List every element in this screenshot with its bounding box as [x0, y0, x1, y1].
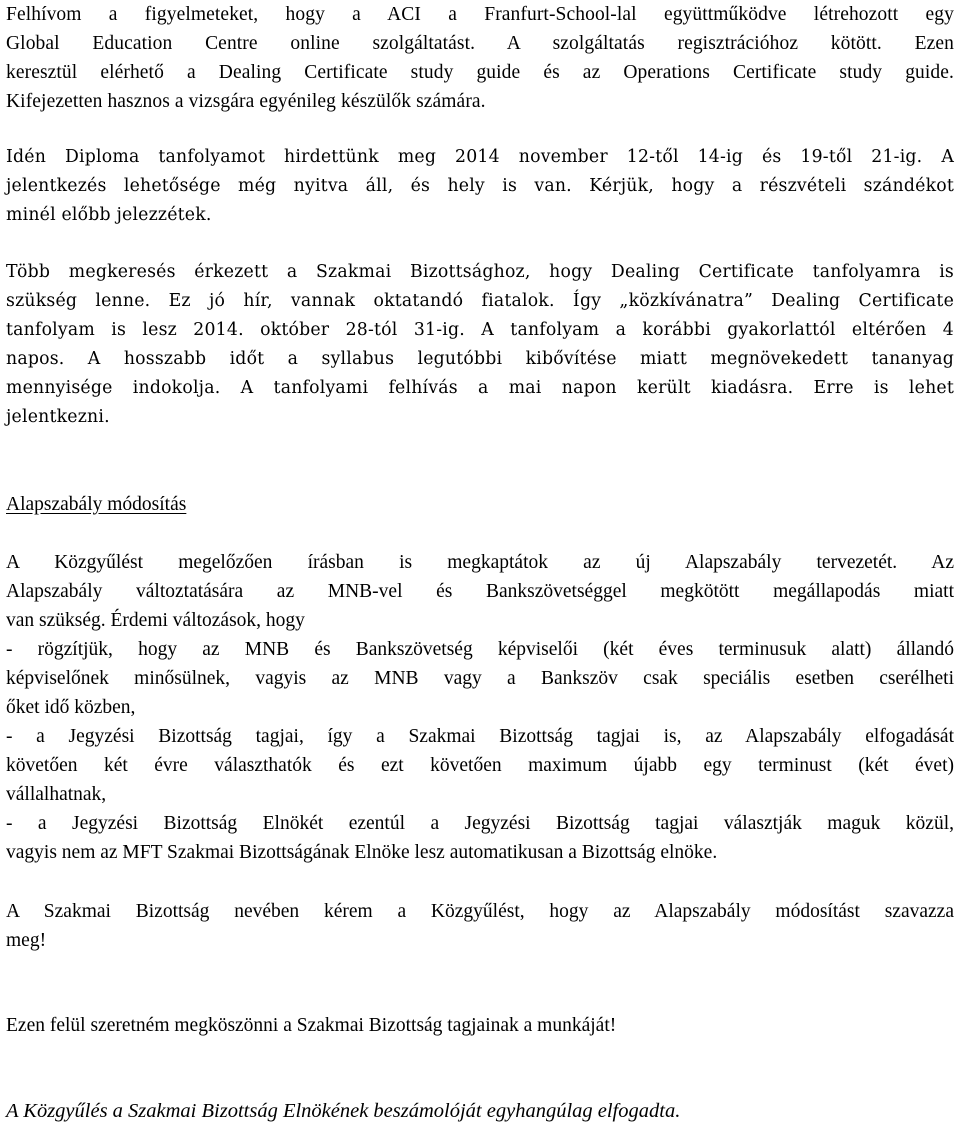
list-item-line: - a Jegyzési Bizottság tagjai, így a Szakmai Bizottság tagjai is, az Alapszabály elfogadását [6, 726, 954, 747]
list-item-line: vagyis nem az MFT Szakmai Bizottságának Elnöke lesz automatikusan a Bizottság elnöke. [6, 842, 718, 863]
paragraph-aci-global-education-centre [6, 0, 954, 116]
paragraph-diploma-course [6, 143, 954, 230]
paragraph-bylaws-changes [6, 548, 954, 867]
section-heading-bylaws-amendment: Alapszabály módosítás [6, 494, 187, 515]
text-line: szükség lenne. Ez jó hír, vannak oktatandó fiatalok. Így „közkívánatra” Dealing Certificate [6, 291, 954, 311]
closing-statement: A Közgyűlés a Szakmai Bizottság Elnökének beszámolóját egyhangúlag elfogadta. [6, 1100, 681, 1122]
text-line: Felhívom a figyelmeteket, hogy a ACI a Franfurt-School-lal együttműködve létrehozott egy [6, 4, 954, 25]
text-line: van szükség. Érdemi változások, hogy [6, 610, 305, 631]
text-line: jelentkezés lehetősége még nyitva áll, és hely is van. Kérjük, hogy a részvételi szándékot [6, 176, 954, 196]
text-line: Global Education Centre online szolgáltatást. A szolgáltatás regisztrációhoz kötött. Ezen [6, 33, 954, 54]
list-item-line: - rögzítjük, hogy az MNB és Bankszövetség képviselői (két éves terminusuk alatt) állandó [6, 639, 954, 660]
text-line: tanfolyam is lesz 2014. október 28-tól 31-ig. A tanfolyam a korábbi gyakorlattól eltérően 4 [6, 320, 954, 340]
paragraph-vote-request [6, 897, 954, 955]
text-line: Alapszabály változtatására az MNB-vel és Bankszövetséggel megkötött megállapodás miatt [6, 581, 954, 602]
paragraph-thanks: Ezen felül szeretném megköszönni a Szakmai Bizottság tagjainak a munkáját! [6, 1015, 617, 1036]
list-item-line: vállalhatnak, [6, 784, 107, 805]
text-line: A Közgyűlést megelőzően írásban is megkaptátok az új Alapszabály tervezetét. Az [6, 552, 954, 573]
text-line: Több megkeresés érkezett a Szakmai Bizottsághoz, hogy Dealing Certificate tanfolyamra is [6, 262, 954, 282]
list-item-line: követően két évre választhatók és ezt követően maximum újabb egy terminust (két évet) [6, 755, 954, 776]
text-line: mennyisége indokolja. A tanfolyami felhívás a mai napon került kiadásra. Erre is lehet [6, 378, 954, 398]
text-line: A Szakmai Bizottság nevében kérem a Közgyűlést, hogy az Alapszabály módosítást szavazza [6, 901, 954, 922]
text-line: Kifejezetten hasznos a vizsgára egyénileg készülők számára. [6, 91, 486, 112]
text-line: minél előbb jelezzétek. [6, 205, 212, 225]
paragraph-dealing-certificate-course [6, 258, 954, 432]
text-line: meg! [6, 930, 47, 951]
text-line: keresztül elérhető a Dealing Certificate study guide és az Operations Certificate study guide. [6, 62, 954, 83]
list-item-line: képviselőnek minősülnek, vagyis az MNB vagy a Bankszöv csak speciális esetben cserélheti [6, 668, 954, 689]
text-line: napos. A hosszabb időt a syllabus legutóbbi kibővítése miatt megnövekedett tananyag [6, 349, 954, 369]
list-item-line: őket idő közben, [6, 697, 136, 718]
list-item-line: - a Jegyzési Bizottság Elnökét ezentúl a Jegyzési Bizottság tagjai választják maguk közül, [6, 813, 954, 834]
text-line: jelentkezni. [6, 407, 110, 427]
text-line: Idén Diploma tanfolyamot hirdettünk meg 2014 november 12-től 14-ig és 19-től 21-ig. A [6, 147, 954, 167]
